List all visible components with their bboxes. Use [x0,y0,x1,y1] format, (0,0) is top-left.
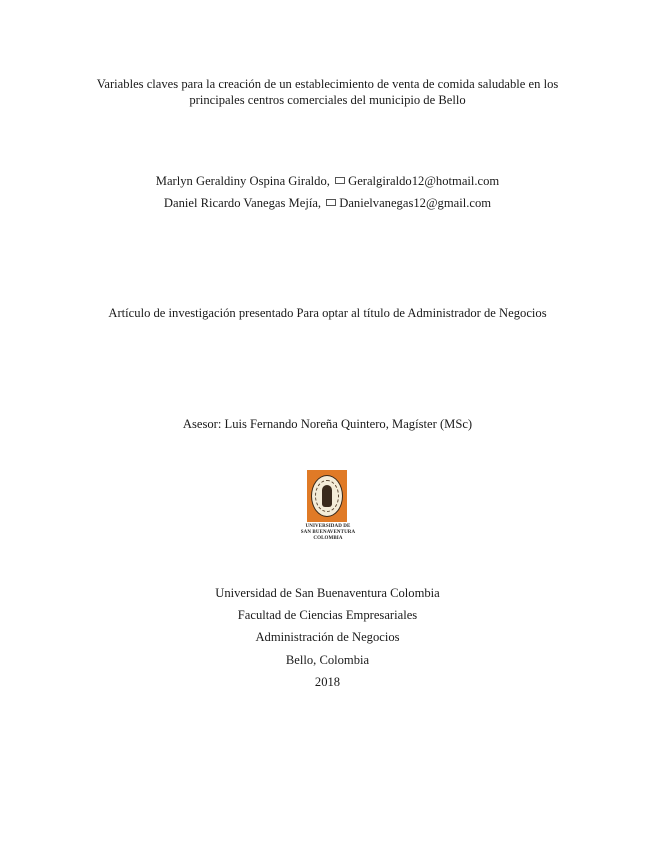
logo-caption [291,524,365,542]
envelope-icon [326,199,336,206]
author-1 [0,173,655,189]
title-line-1: Variables claves para la creación de un establecimiento de venta de comida saludable en los [96,77,559,91]
author-1-name: Marlyn Geraldiny Ospina Giraldo, [155,174,330,188]
author-2-email: Danielvanegas12@gmail.com [339,196,492,210]
university-name: Universidad de San Buenaventura Colombia [215,586,440,600]
logo-figure [322,485,332,507]
envelope-icon [335,177,345,184]
degree-statement: Artículo de investigación presentado Para optar al título de Administrador de Negocios [108,306,547,320]
faculty-name: Facultad de Ciencias Empresariales [237,608,418,622]
logo-caption-line-1: UNIVERSIDAD DE [305,524,351,529]
university-logo [291,469,365,547]
author-2 [0,195,655,211]
city: Bello, Colombia [285,653,370,667]
logo-shield [307,470,347,522]
title-line-2: principales centros comerciales del municipio de Bello [189,93,466,107]
year: 2018 [314,675,341,689]
logo-caption-line-3: COLOMBIA [313,536,343,541]
author-2-name: Daniel Ricardo Vanegas Mejía, [163,196,322,210]
advisor: Asesor: Luis Fernando Noreña Quintero, Magíster (MSc) [182,417,473,431]
author-1-email: Geralgiraldo12@hotmail.com [348,174,500,188]
logo-caption-line-2: SAN BUENAVENTURA [300,530,356,535]
logo-seal [311,475,343,517]
program-name: Administración de Negocios [255,630,400,644]
